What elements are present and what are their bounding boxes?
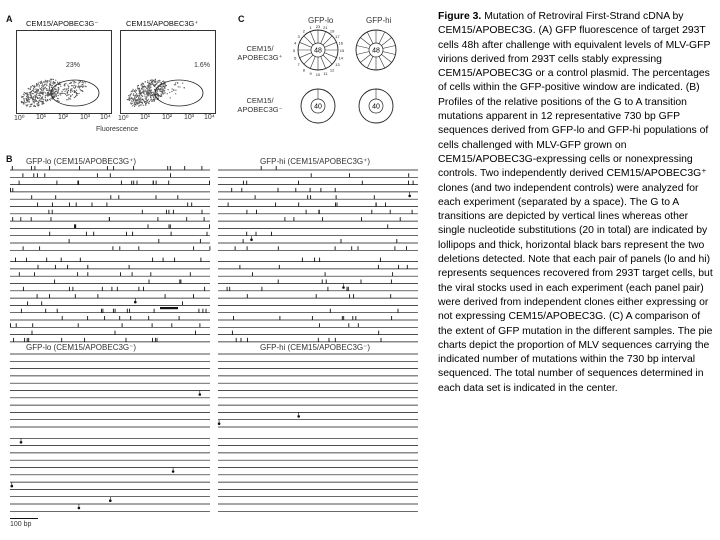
pie-number: 3 xyxy=(297,33,300,39)
pie-number: 21 xyxy=(323,25,328,31)
lollipop-substitution xyxy=(78,507,81,510)
pie-number: 16 xyxy=(338,40,344,46)
pie-center-label: 40 xyxy=(314,103,322,111)
pie-number: 1 xyxy=(309,25,312,31)
panel-c-label: C xyxy=(238,14,245,24)
pie-number: 2 xyxy=(302,28,306,34)
x-tick: 10¹ xyxy=(36,114,47,121)
pie-center-label: 48 xyxy=(372,47,380,55)
pie-number: 9 xyxy=(309,70,312,76)
pie-hi-plus xyxy=(356,30,396,70)
pie-lo-minus xyxy=(301,89,335,123)
lollipop-substitution xyxy=(408,195,411,198)
x-tick: 10¹ xyxy=(140,114,151,121)
pie-number: 11 xyxy=(323,70,328,76)
flow-plot-left xyxy=(16,30,112,114)
scale-bar-label: 100 bp xyxy=(10,521,32,528)
pie-center-label: 40 xyxy=(372,103,380,111)
deletion-bar xyxy=(160,307,178,309)
pie-number: 19 xyxy=(329,28,335,34)
pie-number: 8 xyxy=(302,67,306,73)
pie-number: 15 xyxy=(339,48,345,53)
x-tick: 10⁰ xyxy=(14,115,25,122)
lollipop-substitution xyxy=(218,422,221,425)
lollipop-substitution xyxy=(297,415,300,418)
caption-body: Mutation of Retroviral First-Strand cDNA by CEM15/APOBEC3G. (A) GFP fluorescence of target 293T cells 48h after challenge with equivalent levels of MLV-GFP virions derived from 293T cells stably expressing CEM15/APOBEC3G or a control plasmid. The percentages of cells within the GFP-positive window are indicated. (B) Profiles of the relative positions of the G to A transition mutations apparent in 12 representative 730 bp GFP sequences derived from GFP-lo and GFP-hi populations of cells challenged with MLV-GFP grown on CEM15/APOBEC3G-expressing cells or nonexpressing controls. Two independently derived CEM15/APOBEC3G⁺ clones (and two independent controls) were analyzed for each experiment (separated by a space). The G to A transitions are depicted by vertical lines whereas other single nucleotide substitutions (20 in total) are indicated by lollipops and thick, horizontal black bars represent the two deletions detected. Note that each pair of panels (lo and hi) represents sequences recovered from 293T target cells, but the viral stocks used in each experiment (each panel pair) were derived from independent clones either expressing or not expressing CEM15/APOBEC3G. (C) A comparison of the extent of GFP mutation in the different samples. The pie charts depict the proportion of MLV sequences carrying the indicated number of mutations within the 730 bp interval sequenced. The total number of sequences determined in each data set is indicated in the center. xyxy=(438,11,713,394)
x-tick: 10² xyxy=(58,114,69,121)
bottom-right-title: GFP-hi (CEM15/APOBEC3G⁻) xyxy=(260,343,371,352)
mutation-profiles xyxy=(0,166,430,526)
pie-number: 14 xyxy=(338,55,344,61)
x-tick: 10⁰ xyxy=(118,115,129,122)
pie-number: 23 xyxy=(315,24,321,29)
left-percent: 23% xyxy=(66,62,81,69)
flow-scatter-right xyxy=(121,31,215,113)
x-tick: 10³ xyxy=(80,114,91,121)
top-right-title: GFP-hi (CEM15/APOBEC3G⁺) xyxy=(260,157,371,166)
pie-center-label: 48 xyxy=(314,47,322,55)
top-left-title: GFP-lo (CEM15/APOBEC3G⁺) xyxy=(26,157,137,166)
x-tick: 10⁴ xyxy=(100,114,111,121)
row2-label: CEM15/ APOBEC3G⁻ xyxy=(237,96,283,114)
col-gfp-lo: GFP-lo xyxy=(308,16,334,25)
pie-lo-plus xyxy=(293,24,345,77)
row1-label: CEM15/ APOBEC3G⁺ xyxy=(237,44,283,62)
lollipop-substitution xyxy=(134,301,137,304)
x-tick: 10⁴ xyxy=(204,114,215,121)
pie-number: 13 xyxy=(335,62,340,68)
lollipop-substitution xyxy=(342,286,345,289)
pie-number: 17 xyxy=(335,33,340,39)
panel-b-label: B xyxy=(6,154,13,164)
flow-scatter-left xyxy=(17,31,111,113)
scale-bar xyxy=(10,518,38,519)
pie-number: 4 xyxy=(294,40,297,46)
pie-number: 7 xyxy=(297,62,300,68)
pie-hi-minus xyxy=(359,89,393,123)
lollipop-substitution xyxy=(20,441,23,444)
pie-charts xyxy=(286,24,416,134)
panel-a-label: A xyxy=(6,14,13,24)
lollipop-substitution xyxy=(109,499,112,502)
x-tick: 10² xyxy=(162,114,173,121)
pie-number: 12 xyxy=(329,67,335,73)
right-percent: 1.6% xyxy=(194,62,210,69)
pie-number: 10 xyxy=(315,72,321,77)
pie-number: 6 xyxy=(294,55,297,61)
lollipop-substitution xyxy=(11,485,14,488)
pie-number: 5 xyxy=(292,48,296,53)
x-axis-label: Fluorescence xyxy=(96,126,139,133)
col-gfp-hi: GFP-hi xyxy=(366,16,392,25)
plot-left-title: CEM15/APOBEC3G⁻ xyxy=(26,19,99,28)
plot-right-title: CEM15/APOBEC3G⁺ xyxy=(126,19,199,28)
lollipop-substitution xyxy=(172,470,175,473)
lollipop-substitution xyxy=(250,238,253,241)
flow-plot-right xyxy=(120,30,216,114)
x-tick: 10³ xyxy=(184,114,195,121)
caption-title: Figure 3. xyxy=(438,11,482,22)
lollipop-substitution xyxy=(199,393,202,396)
figure-caption xyxy=(438,10,714,396)
bottom-left-title: GFP-lo (CEM15/APOBEC3G⁻) xyxy=(26,343,137,352)
